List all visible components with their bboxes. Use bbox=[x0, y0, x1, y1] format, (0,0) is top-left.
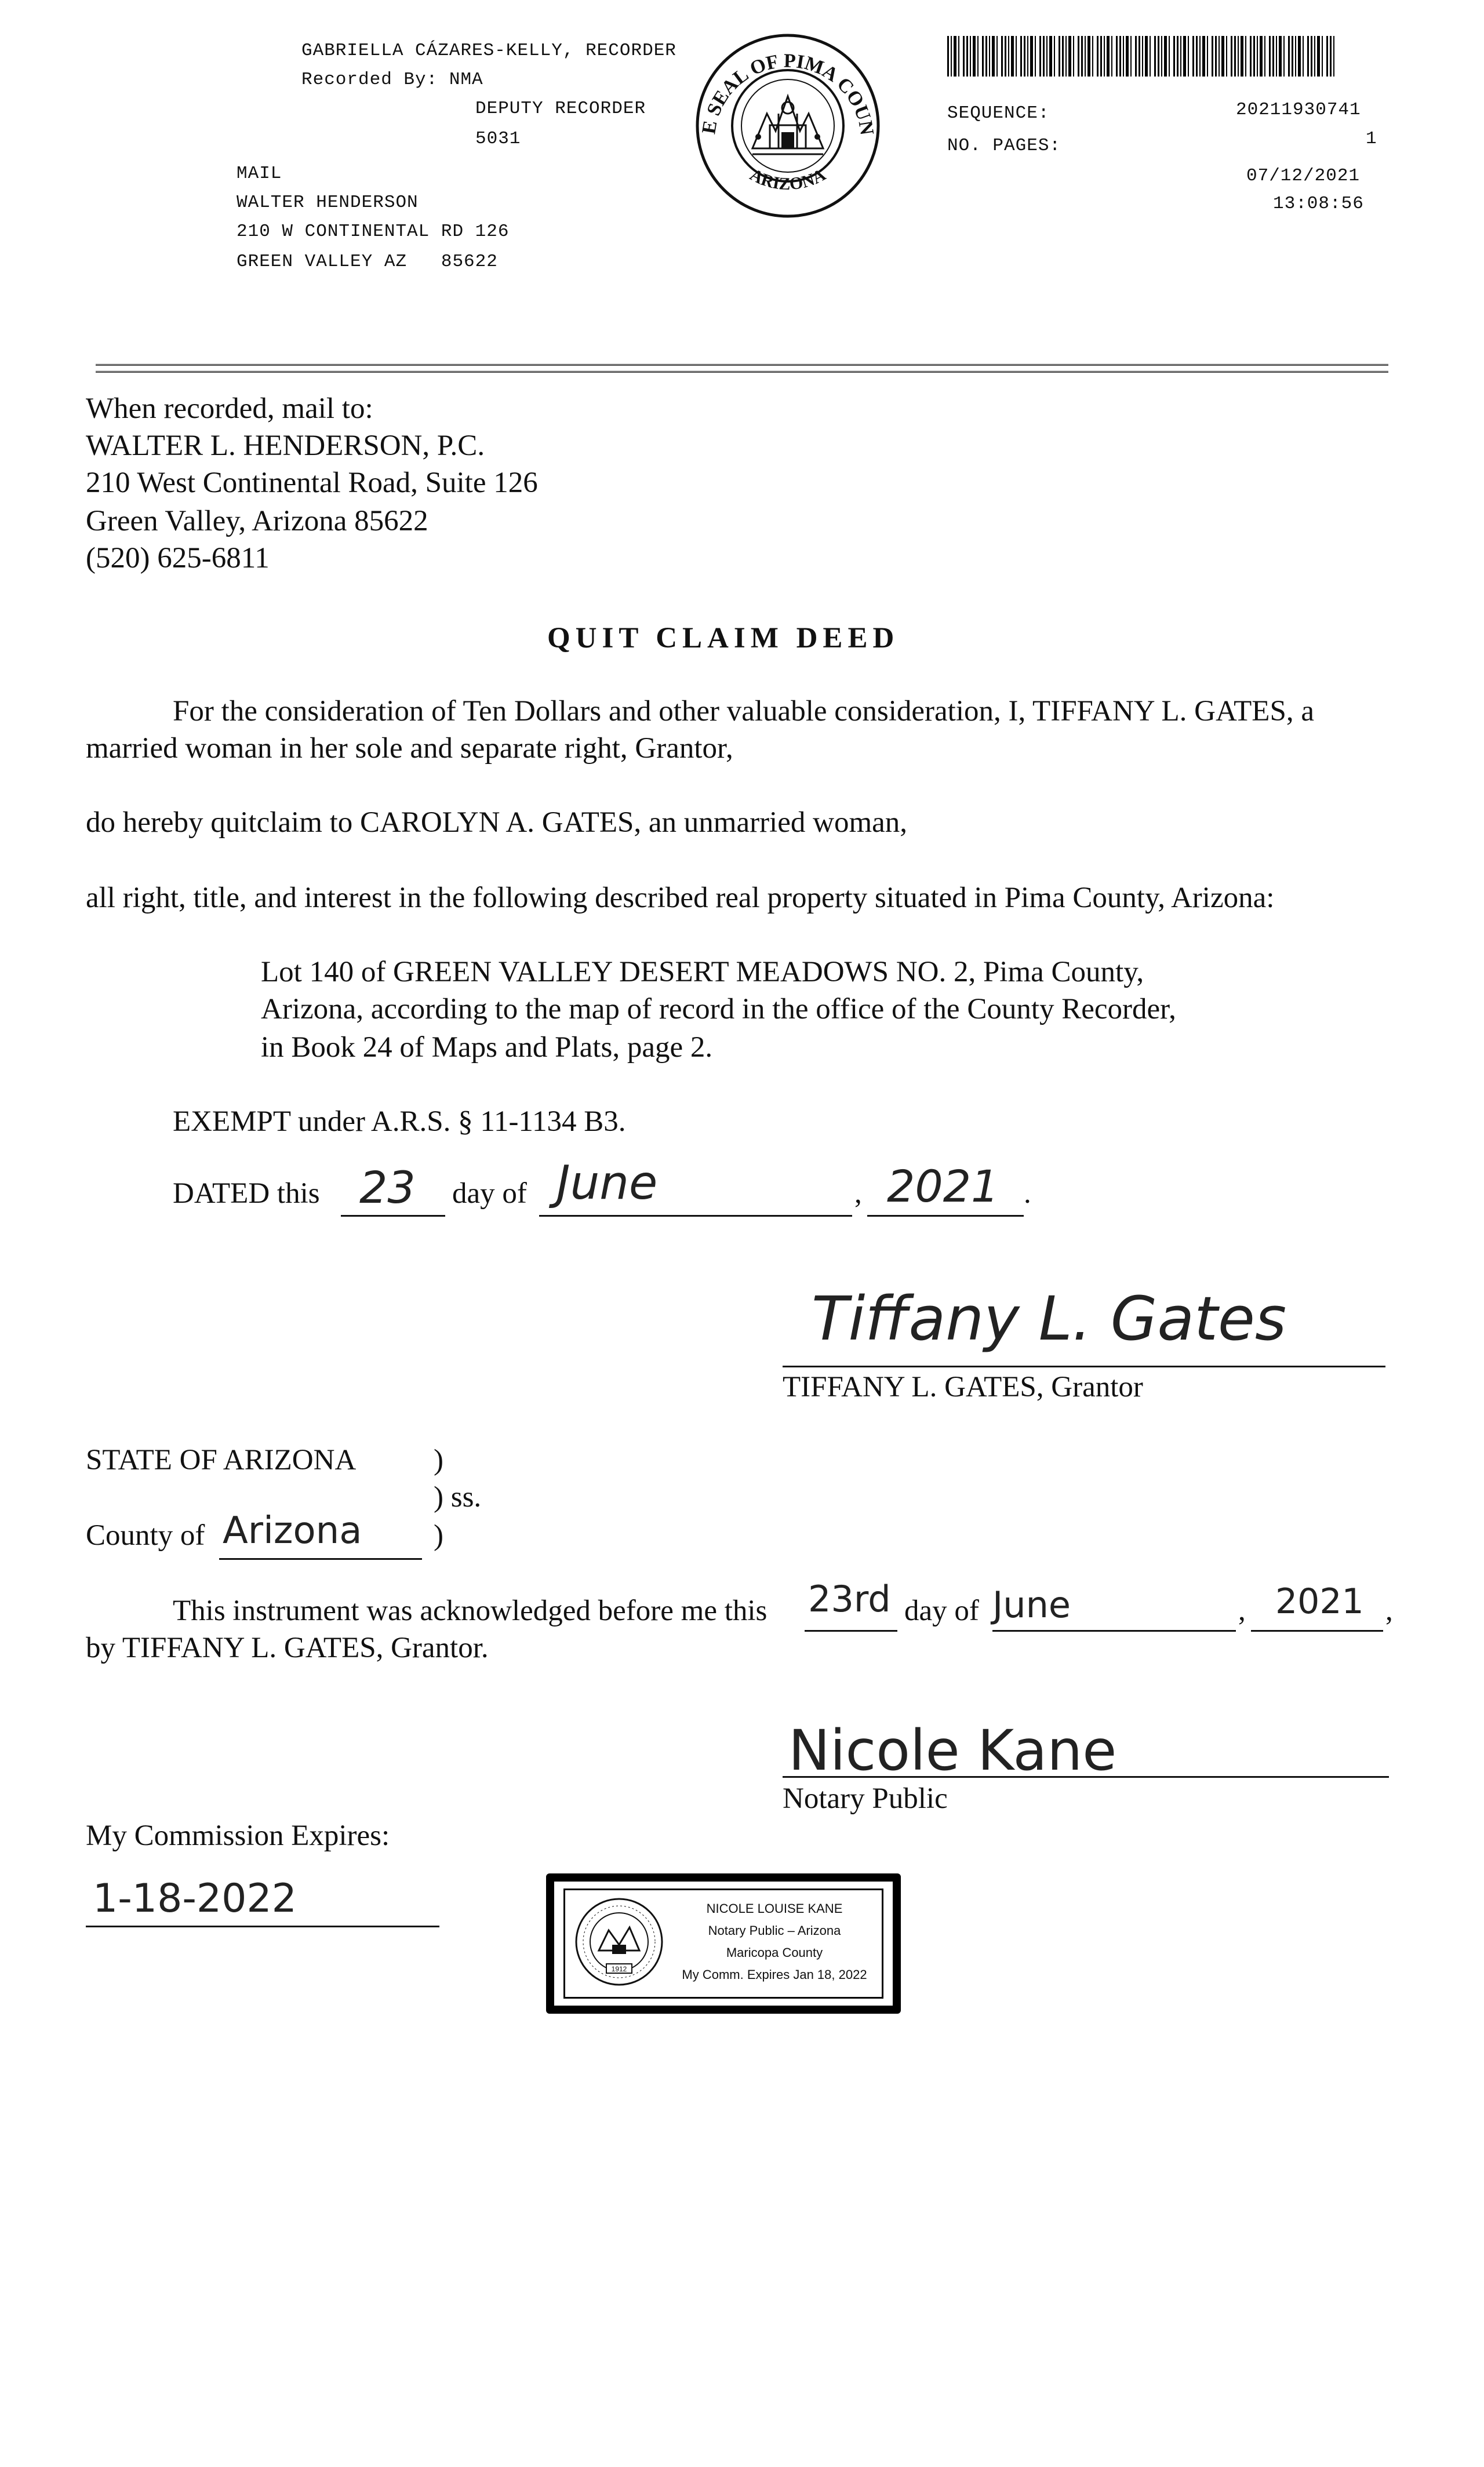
mail-address: 210 W CONTINENTAL RD 126 bbox=[237, 221, 510, 242]
recorder-name: GABRIELLA CÁZARES-KELLY, RECORDER bbox=[301, 41, 676, 61]
dated-year-line bbox=[867, 1215, 1024, 1217]
pages-label: NO. PAGES: bbox=[947, 136, 1061, 156]
sequence-value: 20211930741 bbox=[1236, 100, 1361, 120]
grantor-signature-line bbox=[783, 1366, 1385, 1367]
notary-stamp bbox=[546, 1873, 901, 2014]
county-handwritten: Arizona bbox=[223, 1509, 362, 1552]
notary-stamp-text bbox=[670, 1898, 879, 1986]
return-address-firm: WALTER L. HENDERSON, P.C. bbox=[86, 430, 485, 462]
venue-state: STATE OF ARIZONA bbox=[86, 1444, 357, 1476]
quitclaim-grantee: do hereby quitclaim to CAROLYN A. GATES, an unmarried woman, bbox=[86, 806, 907, 839]
dated-month-line bbox=[539, 1215, 852, 1217]
seal-ring-top: E SEAL OF PIMA COUN bbox=[698, 50, 878, 137]
property-intro: all right, title, and interest in the following described real property situated in Pima County, Arizona: bbox=[86, 882, 1275, 914]
county-prefix: County of bbox=[86, 1519, 205, 1552]
dated-prefix: DATED this bbox=[173, 1177, 320, 1210]
dated-comma: , bbox=[854, 1177, 862, 1210]
header-separator bbox=[96, 364, 1388, 366]
acknowledgment-line-2: by TIFFANY L. GATES, Grantor. bbox=[86, 1632, 489, 1664]
exemption-line: EXEMPT under A.R.S. § 11-1134 B3. bbox=[173, 1105, 626, 1138]
deputy-title: DEPUTY RECORDER bbox=[475, 99, 646, 119]
sequence-label: SEQUENCE: bbox=[947, 103, 1050, 123]
arizona-state-seal-icon bbox=[573, 1895, 665, 1988]
ack-month-handwritten: June bbox=[992, 1584, 1071, 1626]
dated-day-handwritten: 23 bbox=[359, 1162, 416, 1213]
pages-value: 1 bbox=[1366, 129, 1377, 149]
record-time: 13:08:56 bbox=[1273, 194, 1364, 214]
stamp-name: NICOLE LOUISE KANE bbox=[706, 1901, 843, 1916]
grantor-label: TIFFANY L. GATES, Grantor bbox=[783, 1371, 1143, 1403]
ack-day-line bbox=[805, 1630, 897, 1632]
consideration-line-1: For the consideration of Ten Dollars and other valuable consideration, I, TIFFANY L. GATES, a bbox=[173, 695, 1314, 727]
commission-date-line bbox=[86, 1926, 439, 1927]
ack-comma: , bbox=[1238, 1595, 1246, 1627]
notary-public-label: Notary Public bbox=[783, 1782, 948, 1815]
legal-description-1: Lot 140 of GREEN VALLEY DESERT MEADOWS NO. 2, Pima County, bbox=[261, 956, 1144, 988]
mail-name: WALTER HENDERSON bbox=[237, 192, 419, 213]
svg-text:1912: 1912 bbox=[611, 1965, 627, 1973]
county-line bbox=[219, 1558, 422, 1560]
ack-year-line bbox=[1251, 1630, 1383, 1632]
ack-month-line bbox=[992, 1630, 1236, 1632]
ack-day-handwritten: 23rd bbox=[808, 1578, 891, 1620]
deputy-number: 5031 bbox=[475, 129, 521, 149]
stamp-title: Notary Public – Arizona bbox=[708, 1923, 841, 1938]
mail-label: MAIL bbox=[237, 163, 282, 184]
venue-paren-1: ) bbox=[434, 1444, 443, 1476]
dated-day-line bbox=[341, 1215, 445, 1217]
return-address-phone: (520) 625-6811 bbox=[86, 542, 270, 574]
dated-mid: day of bbox=[452, 1177, 527, 1210]
commission-date-handwritten: 1-18-2022 bbox=[93, 1876, 297, 1922]
ack-end: , bbox=[1385, 1595, 1393, 1627]
venue-paren-3: ) bbox=[434, 1519, 443, 1552]
acknowledgment-prefix: This instrument was acknowledged before me this bbox=[173, 1595, 768, 1627]
return-address-city: Green Valley, Arizona 85622 bbox=[86, 505, 428, 537]
ack-year-handwritten: 2021 bbox=[1275, 1581, 1364, 1622]
seal-ring-bottom: ARIZONA bbox=[747, 165, 829, 194]
recorded-by: Recorded By: NMA bbox=[301, 70, 483, 90]
stamp-county: Maricopa County bbox=[726, 1945, 823, 1960]
return-address-heading: When recorded, mail to: bbox=[86, 392, 373, 425]
legal-description-2: Arizona, according to the map of record in the office of the County Recorder, bbox=[261, 993, 1176, 1025]
stamp-expiration: My Comm. Expires Jan 18, 2022 bbox=[682, 1967, 867, 1982]
record-date: 07/12/2021 bbox=[1246, 166, 1361, 186]
dated-year-handwritten: 2021 bbox=[887, 1160, 999, 1212]
dated-end: . bbox=[1024, 1177, 1031, 1210]
seal-graphic bbox=[694, 32, 881, 219]
pima-county-seal bbox=[694, 32, 881, 219]
document-barcode bbox=[947, 36, 1334, 77]
ack-mid: day of bbox=[904, 1595, 979, 1627]
notary-signature: Nicole Kane bbox=[788, 1718, 1117, 1783]
grantor-signature: Tiffany L. Gates bbox=[812, 1283, 1287, 1354]
deed-title: QUIT CLAIM DEED bbox=[547, 622, 900, 654]
mail-city: GREEN VALLEY AZ 85622 bbox=[237, 252, 498, 272]
notary-signature-line bbox=[783, 1776, 1389, 1778]
return-address-street: 210 West Continental Road, Suite 126 bbox=[86, 467, 538, 499]
legal-description-3: in Book 24 of Maps and Plats, page 2. bbox=[261, 1031, 713, 1064]
venue-ss: ) ss. bbox=[434, 1481, 482, 1513]
header-separator-2 bbox=[96, 371, 1388, 373]
dated-month-handwritten: June bbox=[556, 1156, 658, 1210]
commission-label: My Commission Expires: bbox=[86, 1820, 390, 1852]
consideration-line-2: married woman in her sole and separate right, Grantor, bbox=[86, 732, 733, 765]
